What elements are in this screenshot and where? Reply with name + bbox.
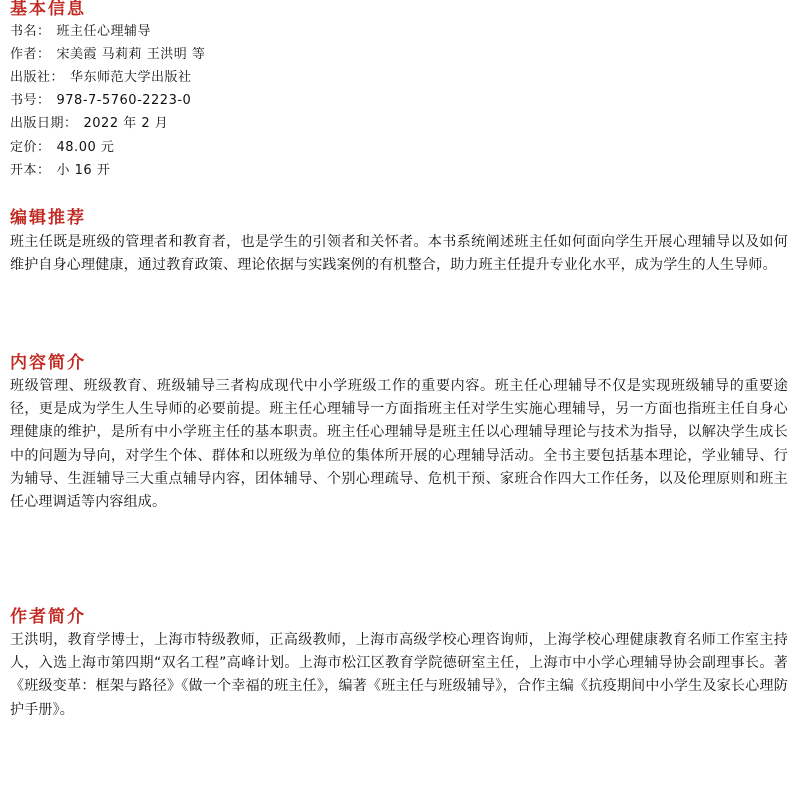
section-title-content-intro: 内容简介 — [10, 353, 86, 373]
info-price — [10, 139, 114, 157]
info-value: 宋美霞 马莉莉 王洪明 等 — [56, 47, 206, 62]
info-value: 小 16 开 — [56, 163, 111, 178]
section-title-author-intro: 作者简介 — [10, 607, 86, 627]
section-title-basic-info: 基本信息 — [10, 0, 86, 19]
info-author — [10, 46, 205, 64]
info-label: 出版社： — [10, 70, 65, 85]
info-label: 作者： — [10, 47, 51, 62]
info-pub-date — [10, 115, 168, 133]
section-title-editor-recommend: 编辑推荐 — [10, 208, 86, 228]
info-format — [10, 162, 110, 180]
info-publisher — [10, 69, 192, 87]
editor-recommend-text: 班主任既是班级的管理者和教育者，也是学生的引领者和关怀者。本书系统阐述班主任如何面向学生开展心理辅导以及如何维护自身心理健康，通过教育政策、理论依据与实践案例的有机整合，助力班主任提升专业化水平，成为学生的人生导师。 — [10, 234, 788, 274]
info-book-name — [10, 23, 151, 41]
info-label: 书名： — [10, 24, 51, 39]
info-label: 书号： — [10, 93, 51, 108]
info-isbn — [10, 92, 191, 110]
info-value: 48.00 元 — [56, 140, 115, 155]
info-value: 978-7-5760-2223-0 — [56, 93, 192, 108]
author-intro-text: 王洪明，教育学博士，上海市特级教师，正高级教师，上海市高级学校心理咨询师，上海学校心理健康教育名师工作室主持人，入选上海市第四期“双名工程”高峰计划。上海市松江区教育学院德研室主任，上海市中小学心理辅导协会副理事长。著《班级变革：框架与路径》《做一个幸福的班主任》，编著《班主任与班级辅导》，合作主编《抗疫期间中小学生及家长心理防护手册》。 — [10, 632, 788, 718]
info-label: 出版日期： — [10, 116, 78, 131]
info-label: 定价： — [10, 140, 51, 155]
content-intro-text: 班级管理、班级教育、班级辅导三者构成现代中小学班级工作的重要内容。班主任心理辅导不仅是实现班级辅导的重要途径，更是成为学生人生导师的必要前提。班主任心理辅导一方面指班主任对学生实施心理辅导，另一方面也指班主任自身心理健康的维护，是所有中小学班主任的基本职责。班主任心理辅导是班主任以心理辅导理论与技术为指导，以解决学生成长中的问题为导向，对学生个体、群体和以班级为单位的集体所开展的心理辅导活动。全书主要包括基本理论，学业辅导、行为辅导、生涯辅导三大重点辅导内容，团体辅导、个别心理疏导、危机干预、家班合作四大工作任务，以及伦理原则和班主任心理调适等内容组成。 — [10, 378, 788, 511]
info-value: 华东师范大学出版社 — [70, 70, 192, 85]
info-value: 班主任心理辅导 — [56, 24, 152, 39]
info-value: 2022 年 2 月 — [83, 116, 169, 131]
info-label: 开本： — [10, 163, 51, 178]
